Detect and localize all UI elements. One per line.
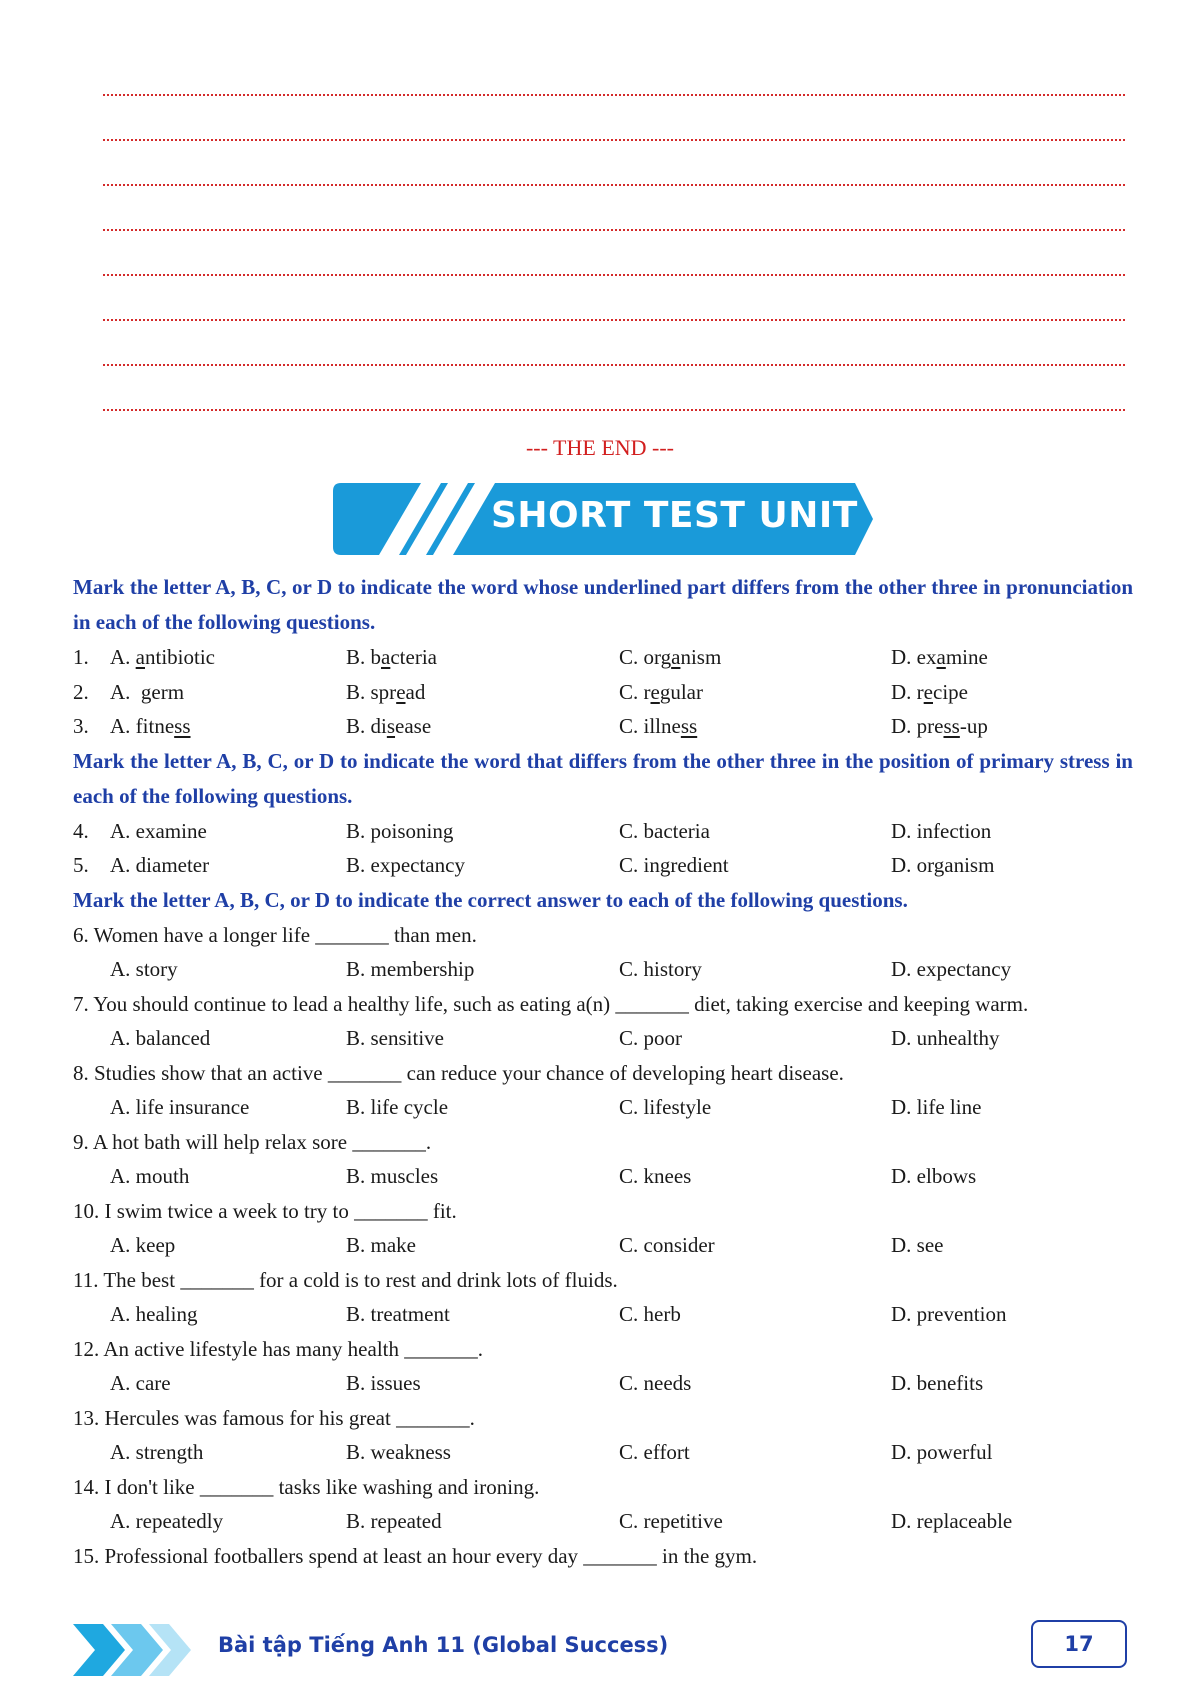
option-d: D. unhealthy: [891, 1026, 1000, 1050]
question-stem: 9. A hot bath will help relax sore _______.: [73, 1129, 432, 1154]
page-number: 17: [1031, 1620, 1127, 1668]
option-c: C. repetitive: [619, 1509, 723, 1533]
option-a: A. fitness: [110, 714, 191, 738]
option-c: C. knees: [619, 1164, 692, 1188]
option-d: D. powerful: [891, 1440, 993, 1464]
option-b: B. weakness: [346, 1440, 451, 1464]
option-c: C. consider: [619, 1233, 715, 1257]
banner-title: SHORT TEST UNIT 1: [491, 495, 897, 536]
options-row: [73, 1297, 1133, 1332]
option-b: B. issues: [346, 1371, 421, 1395]
option-b: B. muscles: [346, 1164, 439, 1188]
option-d: D. organism: [891, 853, 995, 877]
option-a: A. care: [110, 1371, 171, 1395]
options-row: [73, 1366, 1133, 1401]
answer-line: [103, 409, 1125, 411]
option-a: A. story: [110, 957, 178, 981]
options-row: [73, 1435, 1133, 1470]
option-b: B. disease: [346, 714, 432, 738]
question-row: [73, 709, 1133, 744]
option-b: B. repeated: [346, 1509, 442, 1533]
question-row: [73, 814, 1133, 849]
answer-line: [103, 139, 1125, 141]
question-row: [73, 675, 1133, 710]
option-b: B. life cycle: [346, 1095, 449, 1119]
question-number: 4.: [73, 818, 89, 843]
answer-line: [103, 364, 1125, 366]
options-row: [73, 1159, 1133, 1194]
option-b: B. make: [346, 1233, 416, 1257]
option-a: A. balanced: [110, 1026, 211, 1050]
question-stem: 6. Women have a longer life _______ than men.: [73, 922, 477, 947]
book-title: Bài tập Tiếng Anh 11 (Global Success): [218, 1633, 669, 1657]
instruction-pronunciation: Mark the letter A, B, C, or D to indicate the word whose underlined part differs from the other three in pronunciation in each of the following questions.: [73, 575, 1133, 634]
option-c: C. regular: [619, 679, 703, 704]
question-stem: 8. Studies show that an active _______ can reduce your chance of developing heart disease.: [73, 1060, 844, 1085]
option-a: A. keep: [110, 1233, 176, 1257]
option-a: A. diameter: [110, 853, 210, 877]
question-stem: 13. Hercules was famous for his great _______.: [73, 1405, 475, 1430]
option-c: C. lifestyle: [619, 1095, 712, 1119]
option-c: C. history: [619, 957, 702, 981]
question-block: [73, 987, 1133, 1056]
option-c: C. effort: [619, 1440, 690, 1464]
question-block: [73, 1125, 1133, 1194]
chevron-arrows-icon: [73, 1620, 193, 1680]
instruction-stress: Mark the letter A, B, C, or D to indicate the word that differs from the other three in the position of primary stress in each of the following questions.: [73, 748, 1133, 808]
question-stem: 10. I swim twice a week to try to _______ fit.: [73, 1198, 457, 1223]
options-row: [73, 1228, 1133, 1263]
option-d: D. benefits: [891, 1371, 984, 1395]
option-d: D. elbows: [891, 1164, 977, 1188]
question-row: [73, 848, 1133, 883]
option-a: A. antibiotic: [110, 645, 215, 669]
question-block: [73, 1470, 1133, 1539]
option-d: D. see: [891, 1233, 944, 1257]
question-number: 3.: [73, 714, 89, 738]
question-block: [73, 1332, 1133, 1401]
question-block: [73, 1263, 1133, 1332]
option-c: C. needs: [619, 1371, 692, 1395]
options-row: [73, 1090, 1133, 1125]
question-block: [73, 918, 1133, 987]
option-d: D. press-up: [891, 714, 988, 738]
option-a: A. strength: [110, 1440, 204, 1464]
test-content: [73, 570, 1133, 1573]
option-c: C. illness: [619, 714, 698, 738]
option-a: A. healing: [110, 1302, 198, 1326]
question-block: [73, 1401, 1133, 1470]
option-d: D. recipe: [891, 679, 968, 704]
section-banner: [333, 483, 897, 555]
option-b: B. expectancy: [346, 853, 465, 877]
question-block: [73, 1056, 1133, 1125]
answer-line: [103, 229, 1125, 231]
option-b: B. spread: [346, 679, 426, 704]
option-c: C. organism: [619, 645, 722, 669]
question-row: [73, 640, 1133, 675]
the-end: --- THE END ---: [525, 435, 675, 460]
options-row: [73, 952, 1133, 987]
option-c: C. bacteria: [619, 818, 710, 843]
option-b: B. sensitive: [346, 1026, 444, 1050]
option-d: D. infection: [891, 818, 992, 843]
option-a: A. mouth: [110, 1164, 190, 1188]
option-b: B. treatment: [346, 1302, 450, 1326]
option-d: D. examine: [891, 645, 988, 669]
option-c: C. ingredient: [619, 853, 729, 877]
option-d: D. prevention: [891, 1302, 1007, 1326]
option-a: A. life insurance: [110, 1095, 250, 1119]
option-d: D. life line: [891, 1095, 982, 1119]
question-stem: 15. Professional footballers spend at least an hour every day _______ in the gym.: [73, 1543, 758, 1568]
option-b: B. bacteria: [346, 645, 437, 669]
option-c: C. poor: [619, 1026, 682, 1050]
question-block: [73, 1194, 1133, 1263]
option-d: D. expectancy: [891, 957, 1012, 981]
option-b: B. membership: [346, 957, 475, 981]
answer-line: [103, 184, 1125, 186]
question-stem: 12. An active lifestyle has many health _______.: [73, 1336, 483, 1361]
option-a: A. germ: [110, 679, 185, 704]
option-a: A. repeatedly: [110, 1509, 224, 1533]
question-number: 5.: [73, 853, 89, 877]
answer-line: [103, 319, 1125, 321]
options-row: [73, 1504, 1133, 1539]
question-stem: 7. You should continue to lead a healthy life, such as eating a(n) _______ diet, taking exercise and keeping warm.: [73, 991, 1029, 1016]
option-b: B. poisoning: [346, 818, 454, 843]
option-a: A. examine: [110, 818, 207, 843]
page-footer: [0, 1620, 1200, 1680]
question-stem: 11. The best _______ for a cold is to rest and drink lots of fluids.: [73, 1267, 618, 1292]
question-number: 1.: [73, 645, 89, 669]
instruction-correct-answer: Mark the letter A, B, C, or D to indicate the correct answer to each of the following questions.: [73, 887, 908, 912]
option-d: D. replaceable: [891, 1509, 1013, 1533]
answer-line: [103, 94, 1125, 96]
options-row: [73, 1021, 1133, 1056]
answer-line: [103, 274, 1125, 276]
question-stem: 14. I don't like _______ tasks like washing and ironing.: [73, 1474, 540, 1499]
option-c: C. herb: [619, 1302, 681, 1326]
question-number: 2.: [73, 679, 89, 704]
